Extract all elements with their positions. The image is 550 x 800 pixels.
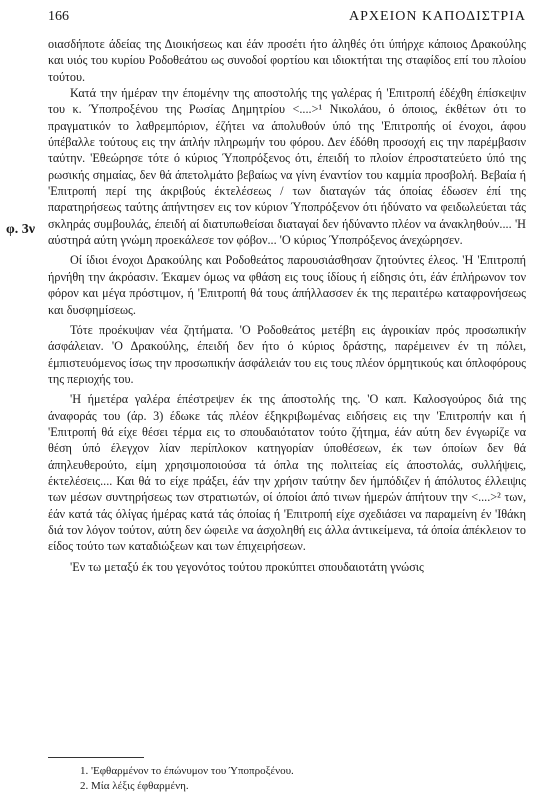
running-header bbox=[48, 9, 526, 27]
running-title: ΑΡΧΕΙΟΝ ΚΑΠΟΔΙΣΤΡΙΑ bbox=[349, 9, 526, 24]
folio-margin-note: φ. 3ν bbox=[6, 222, 35, 237]
footnote-divider bbox=[48, 757, 144, 758]
page-number: 166 bbox=[48, 9, 69, 24]
body-text bbox=[48, 36, 526, 575]
paragraph-2: Κατά την ήμέραν την έπομένην της αποστολής της γαλέρας ή 'Επιτροπή έδέχθη έπίσκεψιν του κ. Ύποπροξένου της Ρωσίας Δημητρίου <....>¹ Νικολάου, ό όποιος, έκθέτων ότι το πραγματικόν το λαθρεμπόριον, έζήτει να άπολυθούν ύπό της 'Επιτροπής οί ένοχοι, άφου ύπέβαλλε τούτους εις την άπλήν πληρωμήν του φόρου. Δεν έδόθη προσοχή εις την παρέμβασιν ταύτην. 'Εθεώρησε τότε ό κύριος Ύποπρόξενος ότι, έπειδή το πλοίον έπροστατεύετο ύπό της ρωσικής σημαίας, δεν θά άπετολμάτο βεβαίως να γίνη έναντίον του καμμία προσβολή. Βεβαία ή 'Επιτροπή περί της άκριβούς έκτελέσεως / των διαταγών τάς όποίας έδωσεν έπί της παρατηρήσεως ταύτης άπήντησεν εις τον κύριον Ύποπρόξενον ότι ήδύνατο να φειδωλεύεται τάς σκληράς συμβουλάς, έπειδή αί διατυπωθείσαι διαταγαί δεν ήδύναντο πλέον να άνακληθούν.... 'Η αύστηρά αύτη γνώμη προεκάλεσε τον φόβον... 'Ο κύριος Ύποπρόξενος άνεχώρησεν. bbox=[48, 86, 526, 248]
paragraph-6: 'Εν τω μεταξύ έκ του γεγονότος τούτου προκύπτει σπουδαιοτάτη γνώσις bbox=[70, 559, 424, 574]
paragraph-4: Τότε προέκυψαν νέα ζητήματα. 'Ο Ροδοθεάτος μετέβη εις άγροικίαν πρός προσωπικήν άσφάλειαν. 'Ο Δρακούλης, έπειδή δεν ήτο ό κύριος δράστης, παρέμεινεν έν τη πόλει, έμπιστευόμενος ίσως την προσωπικήν άσφάλειάν του εις τους πλέον όρμητικούς και όπλοφόρους της περιοχής του. bbox=[48, 322, 526, 386]
footnotes bbox=[80, 764, 520, 794]
footnote-1: 1. 'Εφθαρμένον το έπώνυμον του Ύποπροξένου. bbox=[80, 765, 294, 777]
paragraph-1: οιασδήποτε άδείας της Διοικήσεως και έάν προσέτι ήτο άληθές ότι ύπήρχε κάποιος Δρακούλης και υιός του κυρίου Ροδοθεάτου ως συνοδοί φορτίου και ιδιοκτήται της σταφίδος επί του πλοίου τούτου. bbox=[48, 37, 526, 84]
footnote-2: 2. Μία λέξις έφθαρμένη. bbox=[80, 780, 189, 792]
paragraph-5: 'Η ήμετέρα γαλέρα έπέστρεψεν έκ της άποστολής της. 'Ο καπ. Καλοσγούρος διά της άναφοράς του (άρ. 3) έδωκε τάς πλέον έξηκριβωμένας ειδήσεις εις την 'Επιτροπήν και ή 'Επιτροπή θά είχε θέσει τέρμα εις το σπουδαιότατον τούτο ζήτημα, έάν αύτη δεν ένγωρίζε να θέση ύπό έλεγχον λίαν περίπλοκον κατηγορίαν ύποθέσεων, έκ των όποίων δεν θά άπηλευθερούτο, είμη χρησιμοποιούσα τά όπλα της πολιτείας είς άποστολάς, συλλήψεις, έκτελέσεις.... Και θά το είχε πράξει, έάν την χρήσιν ταύτην δεν ήμπόδιζεν ή άπόλυτος έλλειψις των μέσων συντηρήσεως των στρατιωτών, οί όποίοι άπό τινων ήμερών άπήτουν την <....>² των, έάν κατά τάς όλίγας ήμέρας κατά τάς όποίας ή 'Επιτροπή είχε σχεδιάσει να παραμείνη έν 'Ιθάκη διά τον λόγον τούτον, αύτη δεν ώφειλε να άσχοληθή εις άλλα άντικείμενα, τά όποία άπέκλειον το είδος τούτο των καταδιώξεων και των έπιχειρήσεων. bbox=[48, 392, 526, 554]
paragraph-3: Οί ίδιοι ένοχοι Δρακούλης και Ροδοθεάτος παρουσιάσθησαν ζητούντες έλεος. 'Η 'Επιτροπή ήρνήθη την άκρόασιν. Έκαμεν όμως να φθάση εις τους ίδίους ή είδησις ότι, έάν έπλήρωνον τον φόρον και μέγα πρόστιμον, ή 'Επιτροπή θά τους άπήλλασσεν έκ της περαιτέρω καταφρονήσεως και δυσφημίσεως. bbox=[48, 253, 526, 317]
